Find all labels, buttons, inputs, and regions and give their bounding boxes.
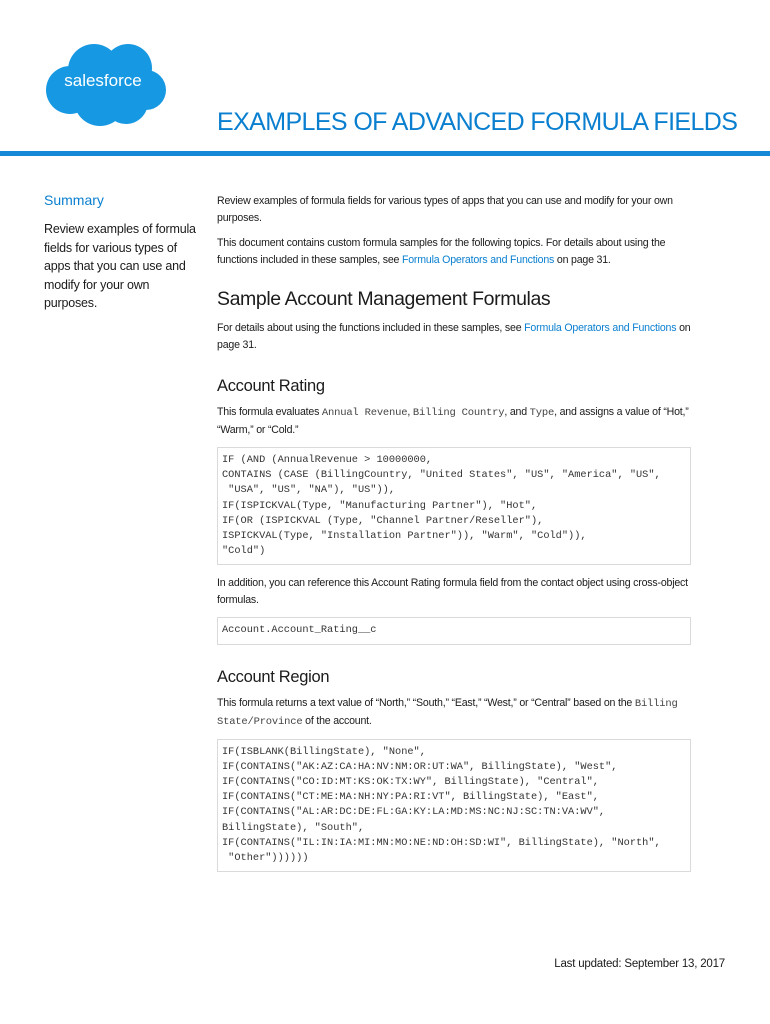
code-line: "USA", "US", "NA"), "US")), xyxy=(222,484,396,497)
code-line: Account.Account_Rating__c xyxy=(222,624,377,637)
summary-sidebar xyxy=(44,192,196,313)
cloud-icon xyxy=(42,40,168,128)
account-rating-code-block[interactable] xyxy=(217,447,691,565)
code-line: ISPICKVAL(Type, "Installation Partner")), "Warm", "Cold")), xyxy=(222,530,587,543)
account-rating-description xyxy=(217,404,691,439)
salesforce-logo xyxy=(42,40,168,128)
formula-operators-link-2[interactable]: Formula Operators and Functions xyxy=(524,322,677,334)
account-region-description xyxy=(217,695,691,731)
region-desc-text-1: This formula returns a text value of “North,” “South,” “East,” “West,” or “Central” based on the xyxy=(217,696,635,709)
main-content xyxy=(217,193,691,882)
code-line: IF(ISBLANK(BillingState), "None", xyxy=(222,745,426,758)
section-heading: Sample Account Management Formulas xyxy=(217,288,551,310)
code-line: "Cold") xyxy=(222,545,266,558)
code-line: IF(CONTAINS("CT:ME:MA:NH:NY:PA:RI:VT", BillingState), "East", xyxy=(222,791,599,804)
section-text: For details about using the functions included in these samples, see xyxy=(217,322,525,334)
code-line: IF(CONTAINS("AK:AZ:CA:HA:NV:NM:OR:UT:WA", BillingState), "West", xyxy=(222,760,618,773)
code-line: IF(OR (ISPICKVAL (Type, "Channel Partner/Reseller"), xyxy=(222,514,544,527)
intro-paragraph-1: Review examples of formula fields for various types of apps that you can use and modify for your own purposes. xyxy=(217,195,673,224)
code-line: CONTAINS (CASE (BillingCountry, "United States", "US", "America", "US", xyxy=(222,469,661,482)
formula-operators-link[interactable]: Formula Operators and Functions xyxy=(401,254,555,266)
code-line: IF(CONTAINS("IL:IN:IA:MI:MN:MO:NE:ND:OH:SD:WI", BillingState), "North", xyxy=(222,836,661,849)
account-region-heading: Account Region xyxy=(217,667,330,686)
title-divider xyxy=(0,151,770,156)
rating-desc-text-4: , and assigns a value of “Hot,” “Warm,” or “Cold.” xyxy=(217,406,689,436)
rating-desc-text-2: , xyxy=(407,406,413,418)
account-rating-reference-code[interactable] xyxy=(217,617,691,644)
code-line: IF (AND (AnnualRevenue > 10000000, xyxy=(222,454,433,466)
section-paragraph xyxy=(217,320,691,354)
code-line: IF(CONTAINS("AL:AR:DC:DE:FL:GA:KY:LA:MD:MS:NC:NJ:SC:TN:VA:WV", xyxy=(222,806,606,819)
cross-object-paragraph: In addition, you can reference this Account Rating formula field from the contact object using cross-object formulas. xyxy=(217,577,688,607)
last-updated: Last updated: September 13, 2017 xyxy=(554,958,725,970)
intro-text: This document contains custom formula samples for the following topics. For details about using the functions included in these samples, see xyxy=(217,237,666,266)
section-page-ref: on page 31. xyxy=(217,322,691,351)
intro-page-ref: on page 31. xyxy=(554,254,611,266)
account-region-code-block[interactable] xyxy=(217,739,691,873)
page-title: EXAMPLES OF ADVANCED FORMULA FIELDS xyxy=(217,108,738,136)
account-rating-heading: Account Rating xyxy=(217,377,325,395)
intro-paragraph-2 xyxy=(217,235,691,269)
rating-desc-text-1: This formula evaluates xyxy=(217,406,322,418)
field-annual-revenue: Annual Revenue xyxy=(321,407,408,419)
region-desc-text-2: of the account. xyxy=(302,714,372,727)
field-billing-country: Billing Country xyxy=(412,407,505,419)
summary-text: Review examples of formula fields for various types of apps that you can use and modify for your own purposes. xyxy=(44,222,196,310)
code-line: "Other")))))) xyxy=(222,852,309,865)
code-line: IF(CONTAINS("CO:ID:MT:KS:OK:TX:WY", BillingState), "Central", xyxy=(222,776,599,789)
code-line: IF(ISPICKVAL(Type, "Manufacturing Partner"), "Hot", xyxy=(222,499,538,512)
summary-heading: Summary xyxy=(44,192,104,208)
logo-text: salesforce xyxy=(64,71,142,90)
rating-desc-text-3: , and xyxy=(504,406,530,418)
code-line: BillingState), "South", xyxy=(222,821,365,834)
field-billing-state: Billing State/Province xyxy=(217,697,678,728)
field-type: Type xyxy=(529,407,555,419)
